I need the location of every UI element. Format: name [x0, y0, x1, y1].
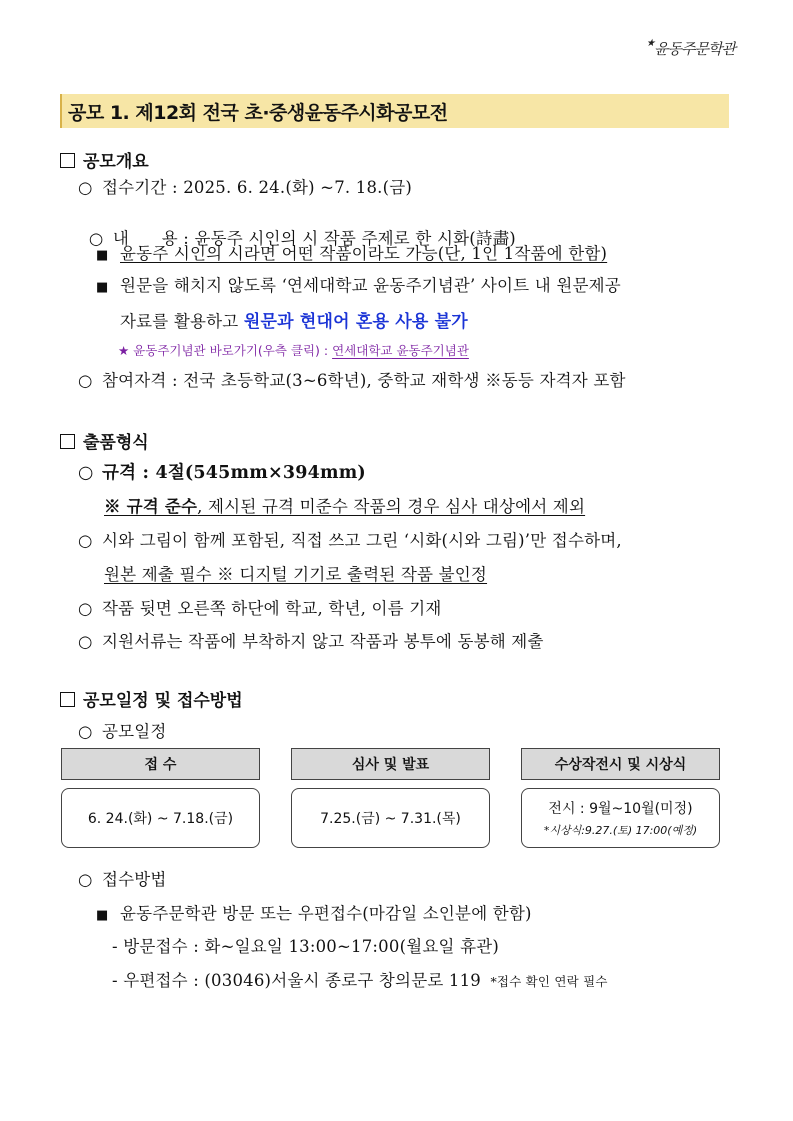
mail-note: *접수 확인 연락 필수 — [490, 974, 608, 989]
method-rule-text: 윤동주문학관 방문 또는 우편접수(마감일 소인분에 한함) — [120, 904, 532, 923]
square-bullet-icon: ■ — [96, 280, 109, 295]
circle-bullet-icon: ○ — [88, 229, 104, 248]
section-title-text: 출품형식 — [83, 433, 149, 453]
section-title-text: 공모개요 — [83, 152, 149, 172]
section-title-overview — [60, 147, 149, 172]
visit-text: - 방문접수 : 화~일요일 13:00~17:00(월요일 휴관) — [112, 937, 499, 956]
rule2-line — [96, 272, 621, 296]
schedule-box-award — [521, 788, 720, 848]
size-text: 규격 : 4절(545mm×394mm) — [102, 463, 366, 483]
rule1-text: 윤동주 시인의 시라면 어떤 작품이라도 가능(단, 1인 1작품에 한함) — [120, 244, 608, 263]
circle-bullet-icon: ○ — [78, 599, 93, 618]
square-bullet-icon: ■ — [96, 248, 109, 263]
page-title: 공모 1. 제12회 전국 초·중생윤동주시화공모전 — [68, 102, 448, 124]
schedule-label-line — [78, 718, 167, 742]
method-label-line — [78, 866, 167, 890]
checkbox-icon — [60, 692, 75, 707]
circle-bullet-icon: ○ — [78, 632, 93, 651]
rule2-prefix: 자료를 활용하고 — [120, 312, 244, 331]
link-line — [118, 341, 469, 359]
schedule-body-text: 전시 : 9월~10월(미정) — [548, 801, 693, 817]
square-bullet-icon: ■ — [96, 908, 109, 923]
item4-text: 지원서류는 작품에 부착하지 않고 작품과 봉투에 동봉해 제출 — [102, 632, 544, 651]
circle-bullet-icon: ○ — [78, 463, 94, 483]
rule2-text: 원문을 해치지 않도록 ‘연세대학교 윤동주기념관’ 사이트 내 원문제공 — [120, 276, 621, 295]
title-banner — [60, 94, 729, 128]
circle-bullet-icon: ○ — [78, 722, 93, 741]
item4-line — [78, 628, 544, 652]
circle-bullet-icon: ○ — [78, 371, 93, 390]
checkbox-icon — [60, 153, 75, 168]
item2-line — [78, 527, 622, 551]
logo — [646, 38, 735, 59]
circle-bullet-icon: ○ — [78, 178, 93, 197]
schedule-header-text: 심사 및 발표 — [351, 757, 430, 773]
schedule-header-award — [521, 748, 720, 780]
rule2-line2 — [120, 307, 468, 332]
circle-bullet-icon: ○ — [78, 531, 93, 550]
rule2-emphasis: 원문과 현대어 혼용 사용 불가 — [243, 312, 468, 332]
size-line — [78, 459, 366, 484]
checkbox-icon — [60, 434, 75, 449]
ceremony-note: *시상식:9.27.(토) 17:00(예정) — [543, 824, 698, 837]
schedule-label: 공모일정 — [102, 722, 167, 741]
schedule-box-receipt — [61, 788, 260, 848]
schedule-header-text: 접 수 — [144, 757, 177, 773]
section-title-schedule — [60, 686, 243, 711]
period-line — [78, 174, 412, 198]
rule1-line — [96, 240, 607, 264]
size-note-line — [104, 493, 585, 517]
schedule-header-text: 수상작전시 및 시상식 — [554, 757, 687, 773]
section-title-text: 공모일정 및 접수방법 — [83, 691, 243, 711]
schedule-header-receipt — [61, 748, 260, 780]
eligibility-line — [78, 367, 626, 391]
mail-line — [112, 967, 608, 991]
item2-line2 — [104, 561, 487, 585]
section-title-format — [60, 428, 149, 453]
link-prefix: ★ 윤동주기념관 바로가기(우측 클릭) : — [118, 343, 333, 358]
item2-text2: 원본 제출 필수 ※ 디지털 기기로 출력된 작품 불인정 — [104, 565, 488, 584]
schedule-body-text: 6. 24.(화) ~ 7.18.(금) — [87, 811, 234, 827]
content-text: 내 용 : 윤동주 시인의 시 작품 주제로 한 시화(詩畵) — [112, 229, 516, 248]
museum-link[interactable]: 연세대학교 윤동주기념관 — [332, 343, 469, 358]
item3-text: 작품 뒷면 오른쪽 하단에 학교, 학년, 이름 기재 — [102, 599, 442, 618]
logo-text: 윤동주문학관 — [654, 40, 735, 58]
method-rule-line — [96, 900, 532, 924]
schedule-header-review — [291, 748, 490, 780]
star-icon: ★ — [646, 38, 655, 49]
schedule-body-text: 7.25.(금) ~ 7.31.(목) — [320, 811, 461, 827]
circle-bullet-icon: ○ — [78, 870, 93, 889]
period-text: 접수기간 : 2025. 6. 24.(화) ~7. 18.(금) — [102, 178, 413, 197]
size-note-emphasis: ※ 규격 준수 — [104, 497, 198, 516]
schedule-box-review — [291, 788, 490, 848]
visit-line — [112, 933, 499, 957]
item3-line — [78, 595, 442, 619]
eligibility-text: 참여자격 : 전국 초등학교(3~6학년), 중학교 재학생 ※동등 자격자 포함 — [102, 371, 626, 390]
size-note-text: , 제시된 규격 미준수 작품의 경우 심사 대상에서 제외 — [197, 497, 586, 516]
mail-text: - 우편접수 : (03046)서울시 종로구 창의문로 119 — [112, 971, 482, 990]
method-label: 접수방법 — [102, 870, 167, 889]
item2-text: 시와 그림이 함께 포함된, 직접 쓰고 그린 ‘시화(시와 그림)’만 접수하며, — [102, 531, 622, 550]
